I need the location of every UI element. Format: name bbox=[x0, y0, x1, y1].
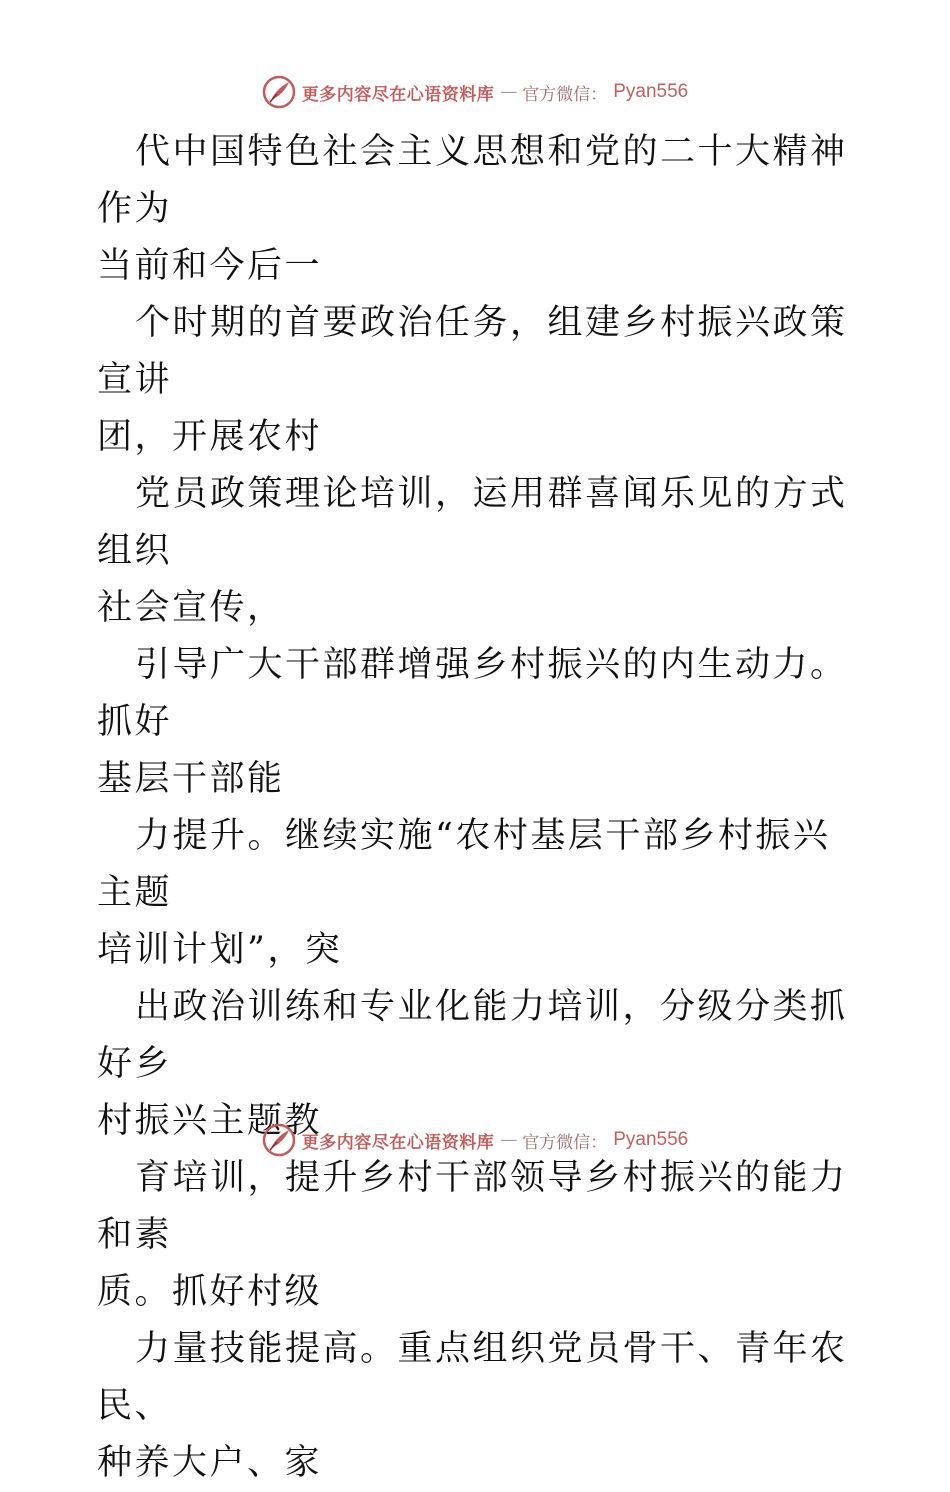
watermark-wechat-id: Pyan556 bbox=[613, 1129, 689, 1150]
paragraph-6: 出政治训练和专业化能力培训，分级分类抓好乡 村振兴主题教 bbox=[97, 987, 848, 1141]
paragraph-1: 代中国特色社会主义思想和党的二十大精神作为 当前和今后一 bbox=[97, 132, 848, 286]
paragraph-4: 引导广大干部群增强乡村振兴的内生动力。抓好 基层干部能 bbox=[97, 645, 848, 799]
watermark-text: 更多内容尽在心语资料库 bbox=[301, 84, 495, 105]
watermark-wechat-id: Pyan556 bbox=[613, 81, 689, 102]
footer-watermark bbox=[0, 1120, 950, 1160]
paragraph-3: 党员政策理论培训，运用群喜闻乐见的方式组织 社会宣传， bbox=[97, 474, 848, 628]
document-body bbox=[97, 124, 857, 1492]
watermark-separator: — bbox=[500, 1130, 517, 1150]
header-watermark bbox=[0, 72, 950, 112]
feather-pen-logo-icon bbox=[262, 75, 296, 109]
watermark-text: 更多内容尽在心语资料库 bbox=[301, 1132, 495, 1153]
feather-pen-logo-icon bbox=[262, 1123, 296, 1157]
paragraph-8: 力量技能提高。重点组织党员骨干、青年农民、 种养大户、家 bbox=[97, 1329, 848, 1483]
paragraph-2: 个时期的首要政治任务，组建乡村振兴政策宣讲 团，开展农村 bbox=[97, 303, 848, 457]
paragraph-5: 力提升。继续实施“农村基层干部乡村振兴主题 培训计划”，突 bbox=[97, 816, 831, 970]
watermark-wechat-label: 官方微信： bbox=[522, 1132, 608, 1153]
watermark-separator: — bbox=[500, 82, 517, 102]
watermark-wechat-label: 官方微信： bbox=[522, 84, 608, 105]
paragraph-7: 育培训，提升乡村干部领导乡村振兴的能力和素 质。抓好村级 bbox=[97, 1158, 848, 1312]
